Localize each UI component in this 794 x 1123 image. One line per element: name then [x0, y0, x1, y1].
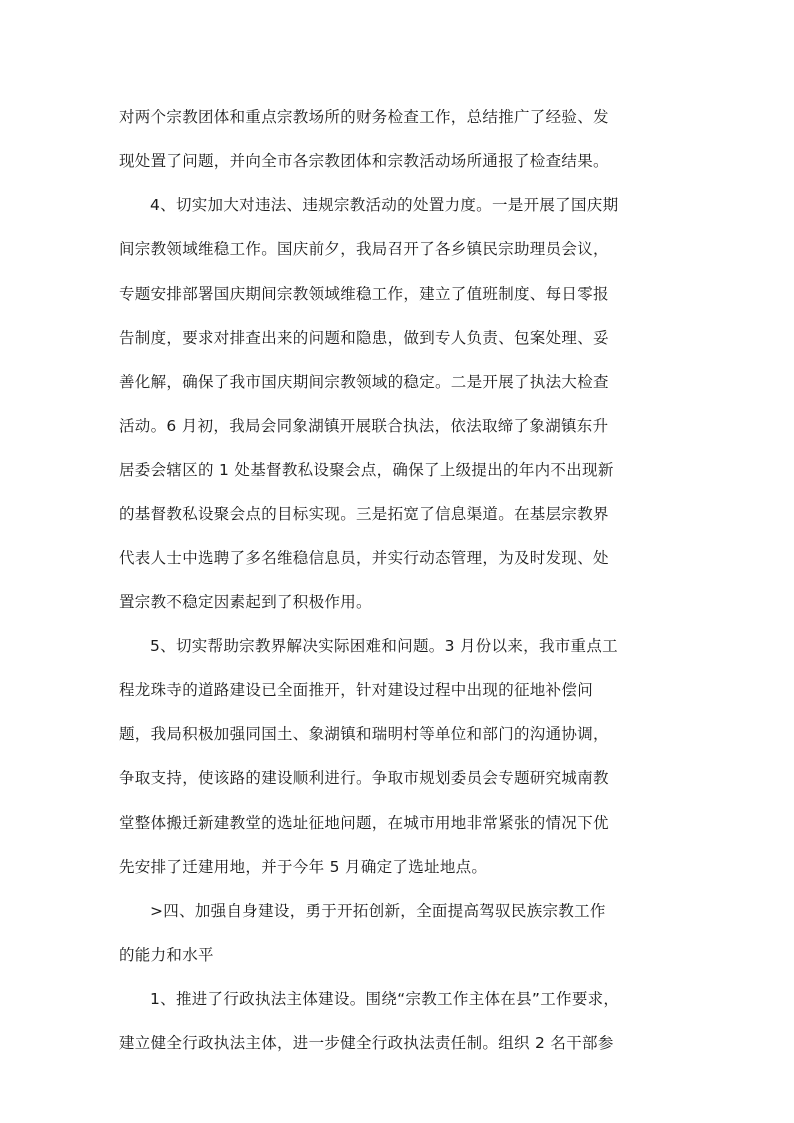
- text-line: [0, 102, 794, 132]
- text-line-content: 活动。6 月初，我局会同象湖镇开展联合执法，依法取缔了象湖镇东升: [119, 417, 609, 435]
- text-line: [0, 587, 794, 617]
- text-line-content: 4、切实加大对违法、违规宗教活动的处置力度。一是开展了国庆期: [150, 196, 619, 214]
- section-heading-line: [0, 940, 794, 970]
- text-line-content: 专题安排部署国庆期间宗教领域维稳工作，建立了值班制度、每日零报: [119, 285, 609, 303]
- text-line-content: 争取支持，使该路的建设顺利进行。争取市规划委员会专题研究城南教: [119, 769, 609, 787]
- text-line-content: 居委会辖区的 1 处基督教私设聚会点，确保了上级提出的年内不出现新: [119, 461, 614, 479]
- paragraph-start-line: [0, 631, 794, 661]
- paragraph-start-line: [0, 984, 794, 1014]
- text-line-content: 现处置了问题，并向全市各宗教团体和宗教活动场所通报了检查结果。: [119, 152, 609, 170]
- text-line: [0, 455, 794, 485]
- text-line: [0, 852, 794, 882]
- text-line: [0, 1028, 794, 1058]
- paragraph-start-line: [0, 190, 794, 220]
- text-line-content: 对两个宗教团体和重点宗教场所的财务检查工作，总结推广了经验、发: [119, 108, 609, 126]
- text-line-content: 堂整体搬迁新建教堂的选址征地问题，在城市用地非常紧张的情况下优: [119, 814, 609, 832]
- text-line: [0, 719, 794, 749]
- text-line: [0, 543, 794, 573]
- text-line-content: 5、切实帮助宗教界解决实际困难和问题。3 月份以来，我市重点工: [150, 637, 618, 655]
- text-line-content: 建立健全行政执法主体，进一步健全行政执法责任制。组织 2 名干部参: [119, 1034, 614, 1052]
- text-line-content: 的基督教私设聚会点的目标实现。三是拓宽了信息渠道。在基层宗教界: [119, 505, 609, 523]
- text-line: [0, 499, 794, 529]
- text-line: [0, 367, 794, 397]
- text-line-content: 间宗教领域维稳工作。国庆前夕，我局召开了各乡镇民宗助理员会议，: [119, 240, 609, 258]
- text-line-content: 题，我局积极加强同国土、象湖镇和瑞明村等单位和部门的沟通协调，: [119, 725, 609, 743]
- text-line-content: 先安排了迁建用地，并于今年 5 月确定了选址地点。: [119, 858, 488, 876]
- text-line-content: 善化解，确保了我市国庆期间宗教领域的稳定。二是开展了执法大检查: [119, 373, 609, 391]
- text-line: [0, 675, 794, 705]
- text-line-content: 告制度，要求对排查出来的问题和隐患，做到专人负责、包案处理、妥: [119, 329, 609, 347]
- text-line: [0, 146, 794, 176]
- section-heading: >四、加强自身建设，勇于开拓创新，全面提高驾驭民族宗教工作: [150, 902, 606, 920]
- text-line-content: 代表人士中选聘了多名维稳信息员，并实行动态管理，为及时发现、处: [119, 549, 609, 567]
- text-line: [0, 279, 794, 309]
- text-line: [0, 763, 794, 793]
- text-line-content: 置宗教不稳定因素起到了积极作用。: [119, 593, 372, 611]
- text-line-content: 程龙珠寺的道路建设已全面推开，针对建设过程中出现的征地补偿问: [119, 681, 594, 699]
- section-heading-line: [0, 896, 794, 926]
- text-line: [0, 808, 794, 838]
- text-line: [0, 323, 794, 353]
- text-line: [0, 234, 794, 264]
- text-line: [0, 411, 794, 441]
- text-line-content: 1、推进了行政执法主体建设。围绕“宗教工作主体在县”工作要求，: [150, 990, 620, 1008]
- section-heading: 的能力和水平: [119, 946, 214, 964]
